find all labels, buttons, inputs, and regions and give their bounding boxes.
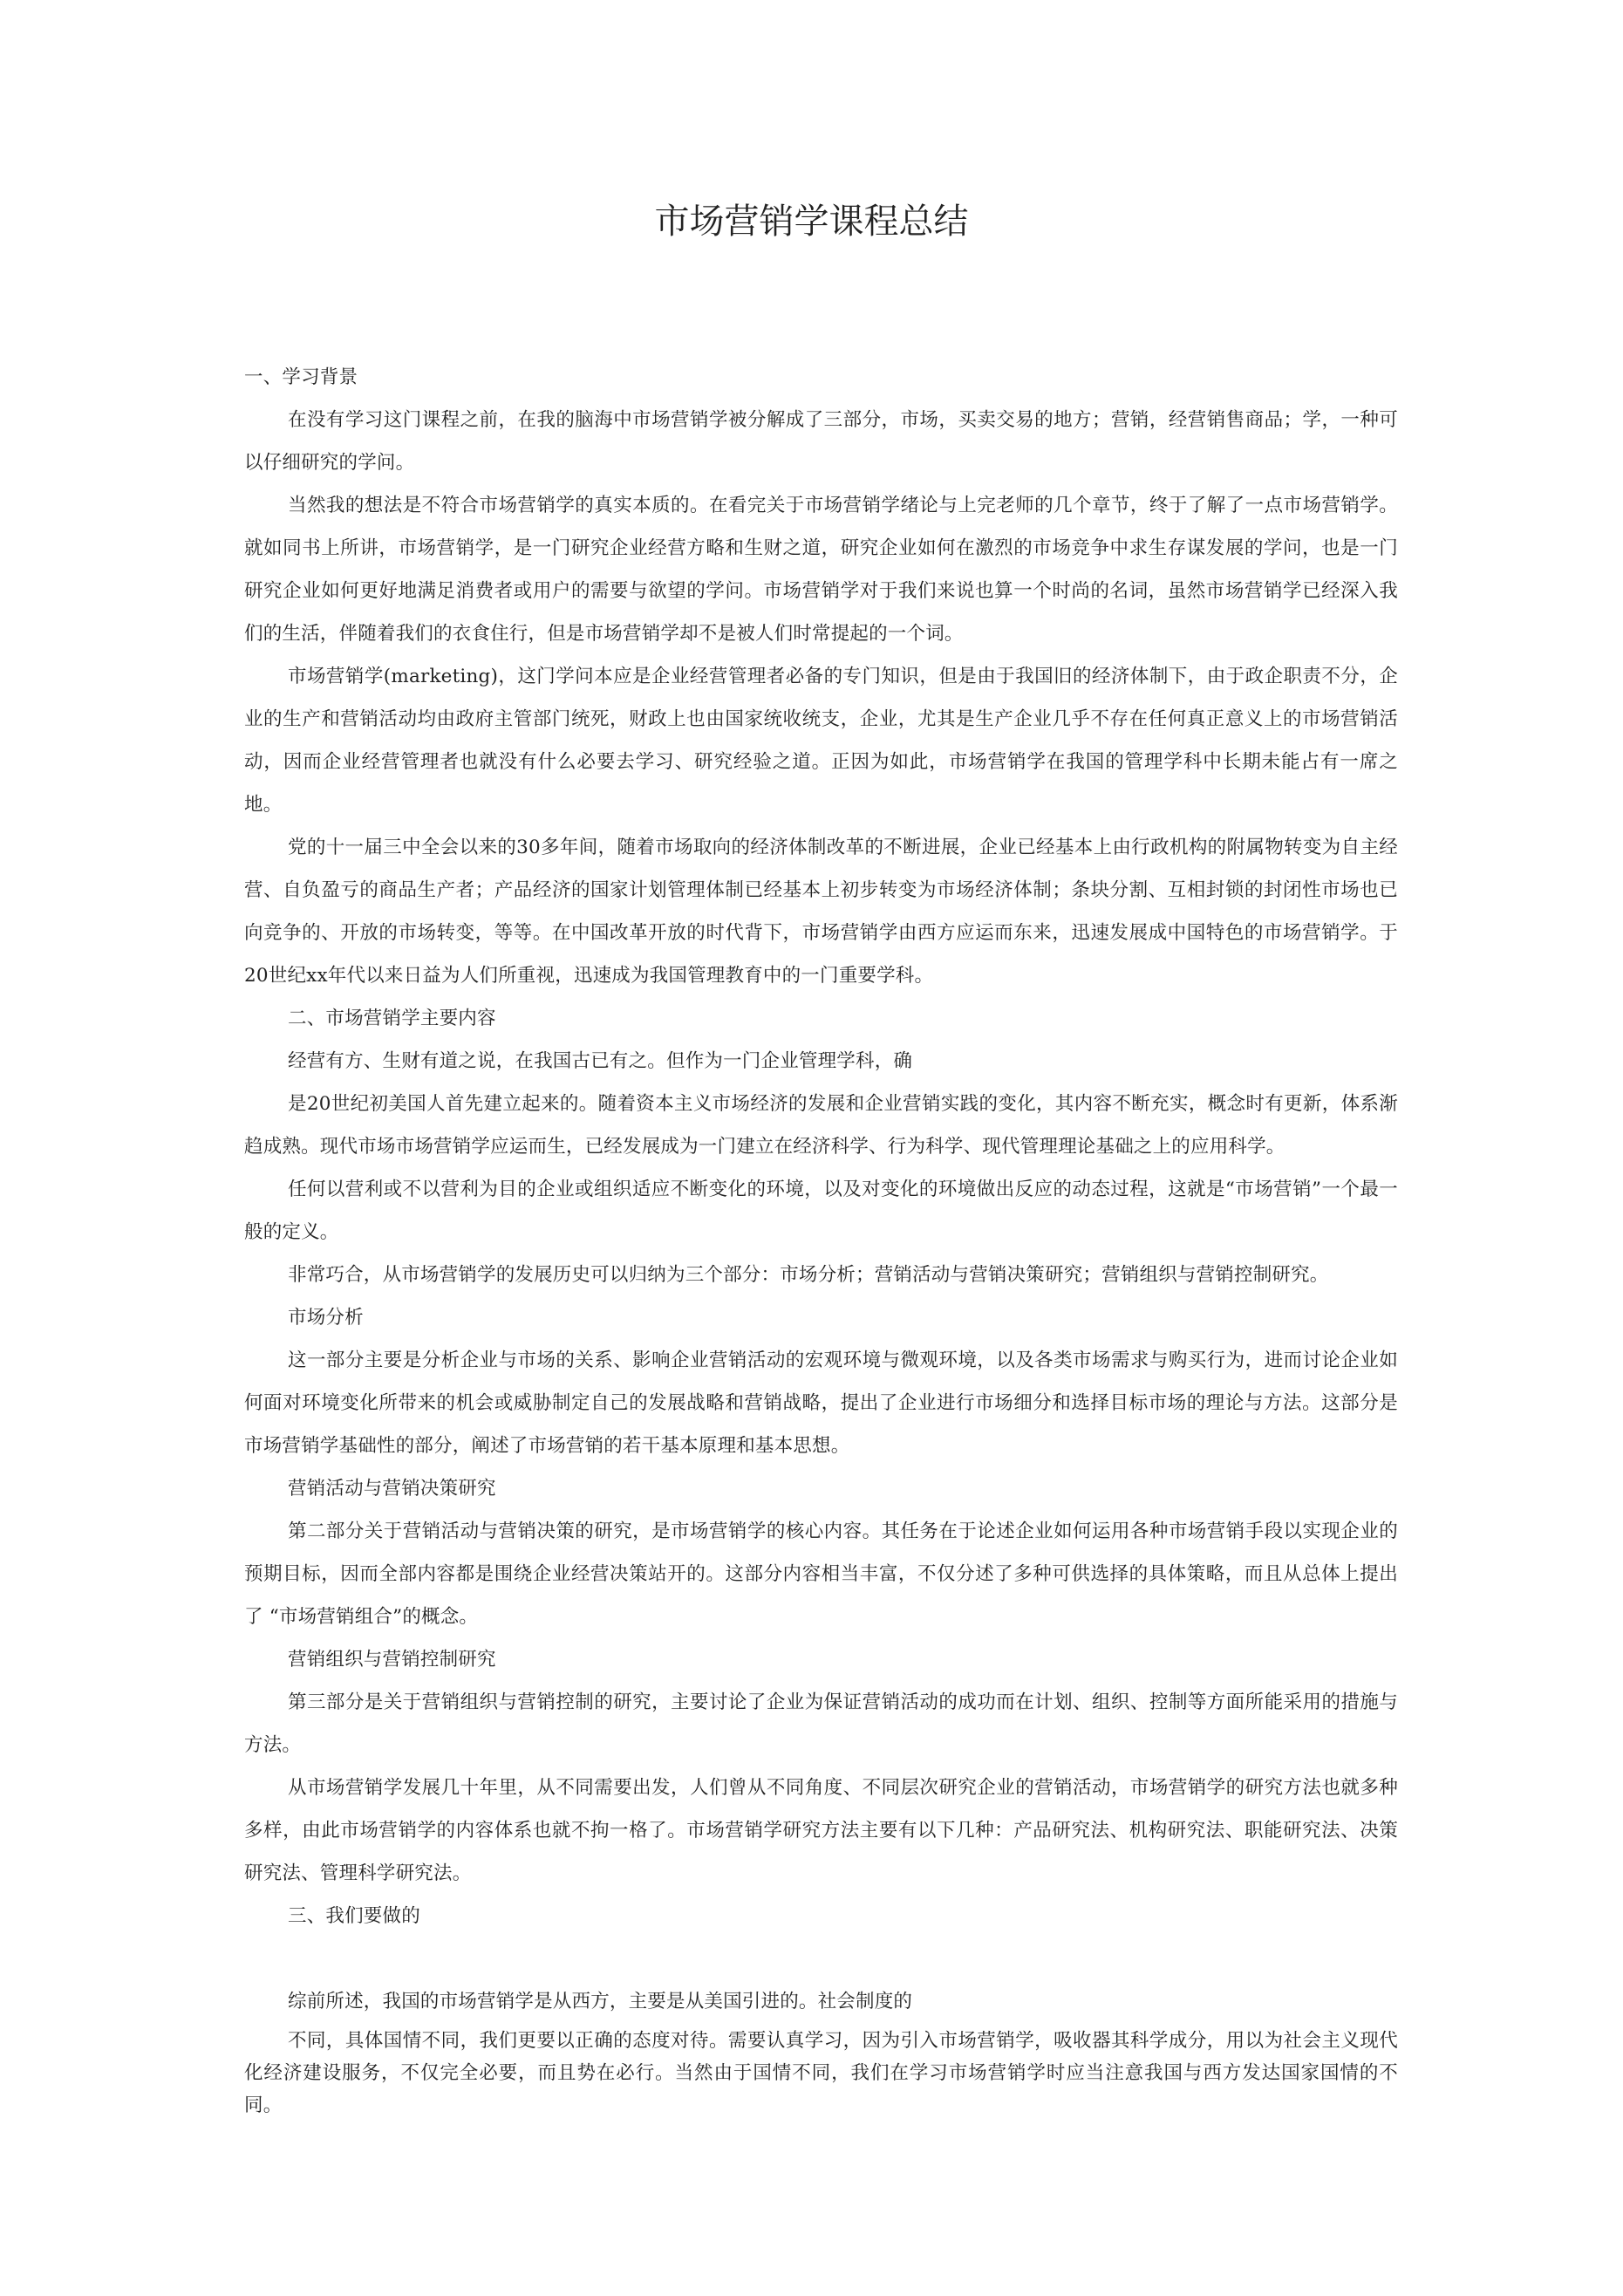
paragraph-8: 非常巧合，从市场营销学的发展历史可以归纳为三个部分：市场分析；营销活动与营销决策研究；营销组织与营销控制研究。: [288, 1264, 1329, 1286]
paragraph-2: 当然我的想法是不符合市场营销学的真实本质的。在看完关于市场营销学绪论与上完老师的几个章节，终于了解了一点市场营销学。就如同书上所讲，市场营销学，是一门研究企业经营方略和生财之道，研究企业如何在激烈的市场竞争中求生存谋发展的学问，也是一门研究企业如何更好地满足消费者或用户的需要与欲望的学问。市场营销学对于我们来说也算一个时尚的名词，虽然市场营销学已经深入我们的生活，伴随着我们的衣食住行，但是市场营销学却不是被人们时常提起的一个词。: [244, 495, 1398, 645]
paragraph-6: 是20世纪初美国人首先建立起来的。随着资本主义市场经济的发展和企业营销实践的变化，其内容不断充实，概念时有更新，体系渐趋成熟。现代市场市场营销学应运而生，已经发展成为一门建立在经济科学、行为科学、现代管理理论基础之上的应用科学。: [244, 1093, 1398, 1158]
paragraph-1: 在没有学习这门课程之前，在我的脑海中市场营销学被分解成了三部分，市场，买卖交易的地方；营销，经营销售商品；学，一种可以仔细研究的学问。: [244, 409, 1398, 474]
document-body: [244, 356, 1398, 2122]
paragraph-3: 市场营销学(marketing)，这门学问本应是企业经营管理者必备的专门知识，但是由于我国旧的经济体制下，由于政企职责不分，企业的生产和营销活动均由政府主管部门统死，财政上也由国家统收统支，企业，尤其是生产企业几乎不存在任何真正意义上的市场营销活动，因而企业经营管理者也就没有什么必要去学习、研究经验之道。正因为如此，市场营销学在我国的管理学科中长期未能占有一席之地。: [244, 666, 1398, 816]
section-heading-3: 三、我们要做的: [288, 1905, 420, 1927]
section-heading-1: 一、学习背景: [244, 366, 358, 388]
section-heading-2: 二、市场营销学主要内容: [288, 1008, 496, 1029]
paragraph-10: 第二部分关于营销活动与营销决策的研究，是市场营销学的核心内容。其任务在于论述企业如何运用各种市场营销手段以实现企业的预期目标，因而全部内容都是围绕企业经营决策站开的。这部分内容相当丰富，不仅分述了多种可供选择的具体策略，而且从总体上提出了 “市场营销组合”的概念。: [244, 1520, 1398, 1628]
paragraph-5: 经营有方、生财有道之说，在我国古已有之。但作为一门企业管理学科，确: [288, 1050, 913, 1072]
subheading-marketing-decisions: 营销活动与营销决策研究: [288, 1478, 496, 1500]
paragraph-7: 任何以营利或不以营利为目的企业或组织适应不断变化的环境，以及对变化的环境做出反应的动态过程，这就是“市场营销”一个最一般的定义。: [244, 1179, 1398, 1243]
paragraph-12: 从市场营销学发展几十年里，从不同需要出发，人们曾从不同角度、不同层次研究企业的营销活动，市场营销学的研究方法也就多种多样，由此市场营销学的内容体系也就不拘一格了。市场营销学研究方法主要有以下几种：产品研究法、机构研究法、职能研究法、决策研究法、管理科学研究法。: [244, 1777, 1398, 1884]
paragraph-11: 第三部分是关于营销组织与营销控制的研究，主要讨论了企业为保证营销活动的成功而在计划、组织、控制等方面所能采用的措施与方法。: [244, 1691, 1398, 1756]
document-title: 市场营销学课程总结: [654, 202, 969, 242]
paragraph-9: 这一部分主要是分析企业与市场的关系、影响企业营销活动的宏观环境与微观环境，以及各类市场需求与购买行为，进而讨论企业如何面对环境变化所带来的机会或威胁制定自己的发展战略和营销战略，提出了企业进行市场细分和选择目标市场的理论与方法。这部分是市场营销学基础性的部分，阐述了市场营销的若干基本原理和基本思想。: [244, 1350, 1398, 1457]
subheading-marketing-control: 营销组织与营销控制研究: [288, 1649, 496, 1671]
paragraph-14: 不同，具体国情不同，我们更要以正确的态度对待。需要认真学习，因为引入市场营销学，吸收器其科学成分，用以为社会主义现代化经济建设服务，不仅完全必要，而且势在必行。当然由于国情不同，我们在学习市场营销学时应当注意我国与西方发达国家国情的不同。: [244, 2030, 1398, 2116]
paragraph-4: 党的十一届三中全会以来的30多年间，随着市场取向的经济体制改革的不断进展，企业已经基本上由行政机构的附属物转变为自主经营、自负盈亏的商品生产者；产品经济的国家计划管理体制已经基本上初步转变为市场经济体制；条块分割、互相封锁的封闭性市场也已向竞争的、开放的市场转变，等等。在中国改革开放的时代背下，市场营销学由西方应运而东来，迅速发展成中国特色的市场营销学。于20世纪xx年代以来日益为人们所重视，迅速成为我国管理教育中的一门重要学科。: [244, 837, 1398, 987]
paragraph-13: 综前所述，我国的市场营销学是从西方，主要是从美国引进的。社会制度的: [288, 1991, 913, 2012]
subheading-market-analysis: 市场分析: [288, 1307, 364, 1329]
